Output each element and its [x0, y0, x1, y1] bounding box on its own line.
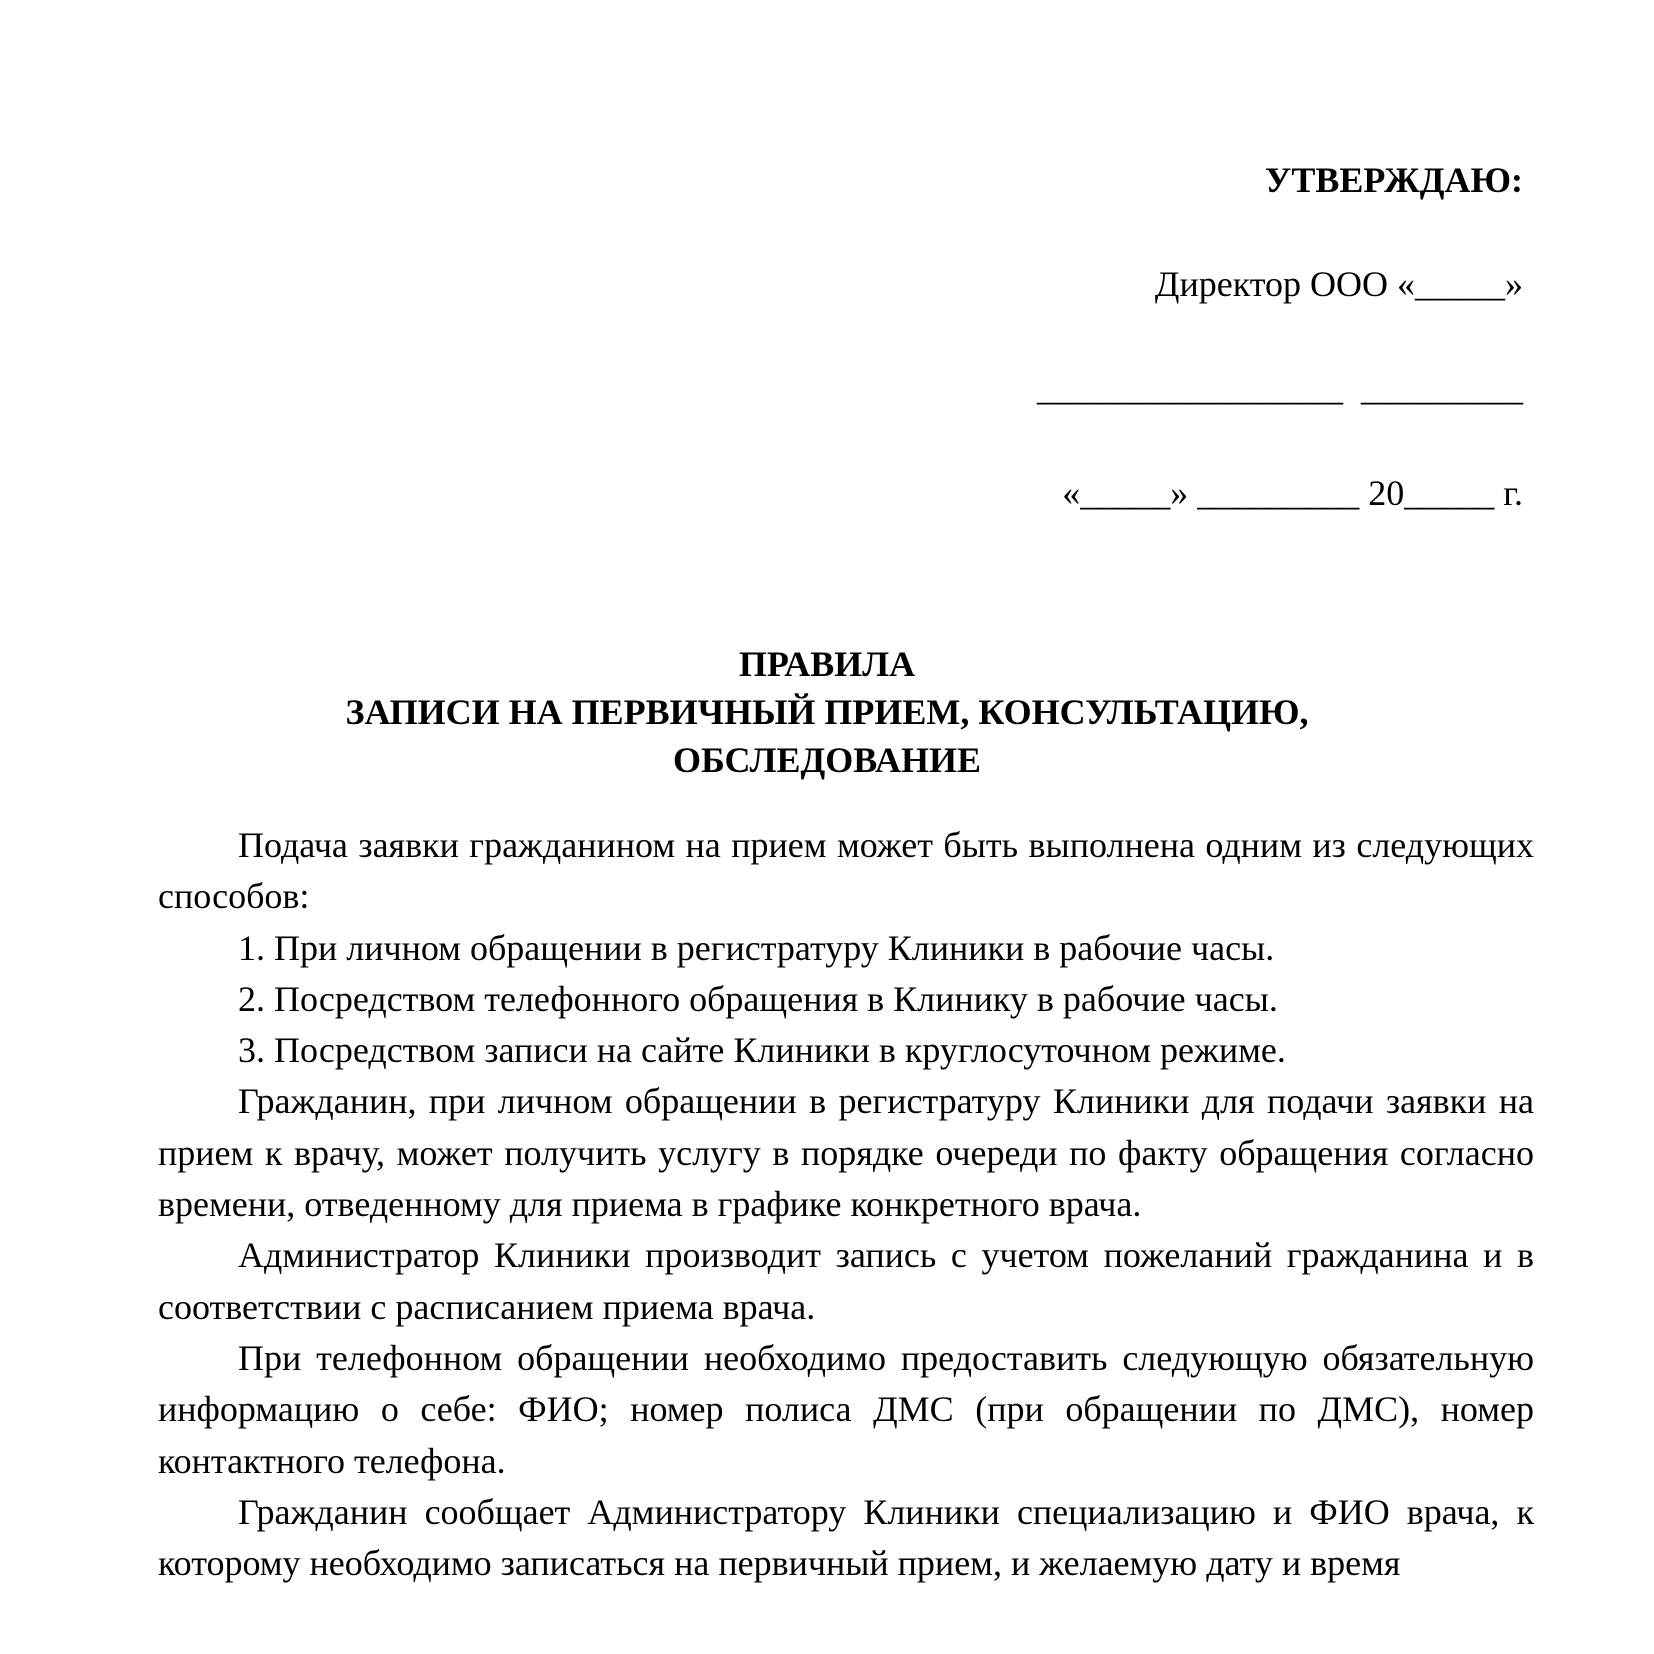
paragraph-administrator: Администратор Клиники производит запись с учетом пожеланий гражданина и в соответствии с расписанием приема врача. [158, 1235, 1534, 1327]
intro-paragraph: Подача заявки гражданином на прием может быть выполнена одним из следующих способов: [158, 825, 1534, 917]
document-title-line-1: ПРАВИЛА [738, 644, 916, 684]
document-title [0, 640, 1654, 784]
approval-director-line: Директор ООО «_____» [1154, 264, 1523, 304]
paragraph-doctor-selection: Гражданин сообщает Администратору Клиники специализацию и ФИО врача, к которому необходимо записаться на первичный прием, и желаемую дату и время [158, 1491, 1534, 1584]
approval-date-line: «_____» _________ 20_____ г. [1062, 473, 1523, 513]
document-title-line-3: ОБСЛЕДОВАНИЕ [672, 740, 982, 780]
list-item-3: 3. Посредством записи на сайте Клиники в круглосуточном режиме. [238, 1030, 1286, 1071]
paragraph-phone-request: При телефонном обращении необходимо предоставить следующую обязательную информацию о себе: ФИО; номер полиса ДМС (при обращении по ДМС), номер контактного телефона. [158, 1337, 1534, 1481]
document-title-line-2: ЗАПИСИ НА ПЕРВИЧНЫЙ ПРИЕМ, КОНСУЛЬТАЦИЮ, [345, 692, 1309, 732]
document-body [158, 820, 1534, 1589]
paragraph-personal-visit: Гражданин, при личном обращении в регистратуру Клиники для подачи заявки на прием к врачу, может получить услугу в порядке очереди по факту обращения согласно времени, отведенному для приема в графике конкретного врача. [158, 1081, 1534, 1225]
approval-heading: УТВЕРЖДАЮ: [1264, 160, 1523, 200]
approval-signature-line: _________________ _________ [1037, 368, 1523, 408]
list-item-1: 1. При личном обращении в регистратуру Клиники в рабочие часы. [238, 927, 1275, 968]
list-item-2: 2. Посредством телефонного обращения в Клинику в рабочие часы. [238, 978, 1278, 1019]
